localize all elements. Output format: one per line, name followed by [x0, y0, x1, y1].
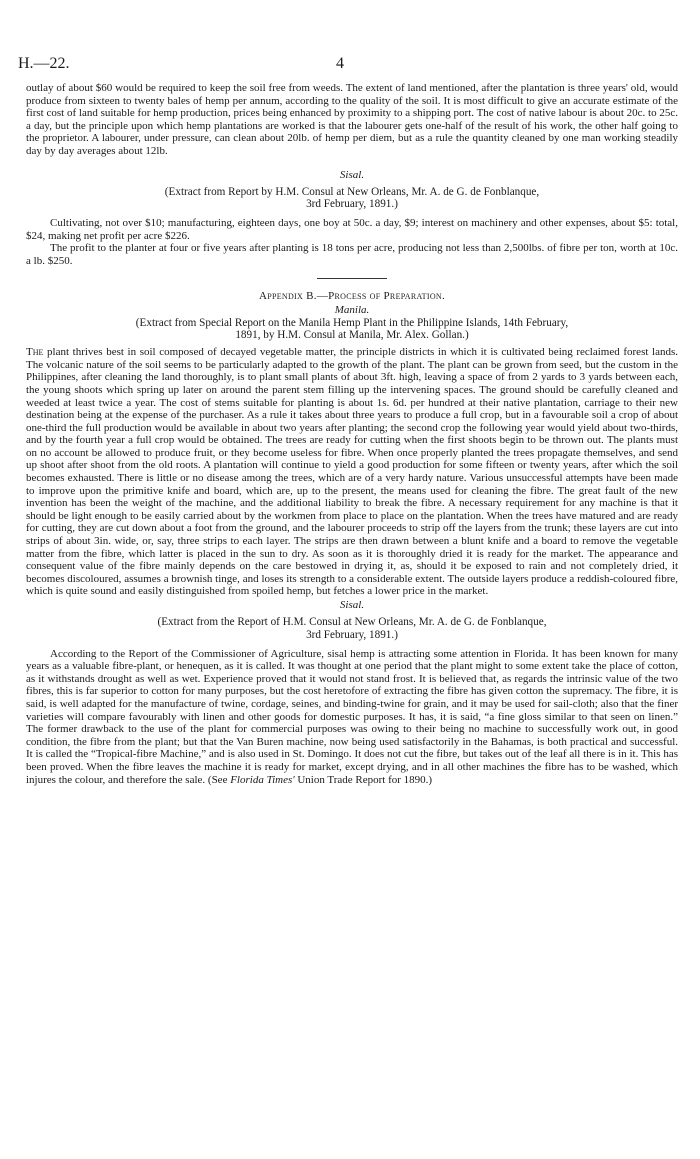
page-header [0, 55, 700, 75]
sisal-profit-paragraph: The profit to the planter at four or five years after planting is 18 tons per acre, producing not less than 2,500lbs. of fibre per ton, worth at 10c. a lb. $250. [26, 242, 678, 267]
sisal-extract-2-line1: (Extract from the Report of H.M. Consul at New Orleans, Mr. A. de G. de Fonblanque, [157, 616, 547, 628]
sisal-extract-2-line2: 3rd February, 1891.) [306, 628, 398, 641]
florida-times-citation: Florida Times' [230, 773, 295, 786]
manila-extract [26, 317, 678, 343]
manila-extract-line1: (Extract from Special Report on the Manila Hemp Plant in the Philippine Islands, 14th February, [135, 316, 569, 329]
sisal-extract-1-line1: (Extract from Report by H.M. Consul at New Orleans, Mr. A. de G. de Fonblanque, [164, 185, 540, 198]
appendix-title: Appendix B.—Process of Preparation. [258, 289, 446, 302]
intro-paragraph: outlay of about $60 would be required to keep the soil free from weeds. The extent of land mentioned, after the plantation is three years' old, would produce from sixteen to twenty bales of hemp per annum, according to the quality of the soil. It is most difficult to give an accurate estimate of the first cost of land suitable for hemp production, prices being enhanced by proximity to a shipping port. The cost of native labour is about 20c. to 25c. a day, but the principle upon which hemp plantations are worked is that the labourer gets one-half of the result of his work, the other half going to the proprietor. A labourer, under pressure, can clean about 20lb. of hemp per diem, but as a rule the quantity cleaned by one man working steadily day by day averages about 12lb. [26, 82, 678, 157]
sisal-extract-2 [36, 616, 668, 642]
sisal-extract-1 [36, 186, 668, 212]
manila-process-paragraph [26, 346, 678, 598]
manila-extract-line2: 1891, by H.M. Consul at Manila, Mr. Alex. Gollan.) [235, 329, 469, 342]
sisal-heading-2: Sisal. [339, 599, 365, 611]
florida-sisal-paragraph [26, 648, 678, 787]
florida-sisal-body: According to the Report of the Commissioner of Agriculture, sisal hemp is attracting some attention in Florida. It has been known for many years as a valuable fibre-plant, or henequen, as it is called. It was thought at one period that the plant might to some extent take the place of cotton, as it withstands drought as well as wet. Experience proved that it would not stand frost. It is believed that, as regards the intrinsic value of the two fibres, this is far superior to cotton for many purposes, but the cost heretofore of extracting the fibre has given cotton the supremacy. The fibre, it is said, is well adapted for the manufacture of twine, cordage, seines, and binding-twine for grain, and it may be used for sail-cloth; also that the finer varieties will compare favourably with linen and other goods for domestic purposes. It has, it is said, “a fine gloss similar to that seen on linen.” The former drawback to the use of the plant for commercial purposes was owing to their being no machine to successfully work out, in good condition, the fibre from the plant; but that the Van Buren machine, now being used satisfactorily in the Bahamas, is both practical and successful. It is called the “Tropical-fibre Machine,” and is also used in St. Domingo. It does not cut the fibre, but takes out of the leaf all there is in it. This has been proved. When the fibre leaves the machine it is ready for market, except drying, and in all other machines the fibre has to be washed, which injures the colour, and therefore the sale. (See [26, 647, 678, 786]
document-reference: H.—22. [18, 55, 70, 72]
sisal-heading-1: Sisal. [339, 168, 365, 181]
sisal-costs-paragraph: Cultivating, not over $10; manufacturing, eighteen days, one boy at 50c. a day, $9; interest on machinery and other expenses, about $5: total, $24, making net profit per acre $226. [26, 217, 678, 242]
manila-heading: Manila. [334, 303, 370, 316]
florida-sisal-tail: Union Trade Report for 1890.) [297, 773, 433, 786]
page-number: 4 [336, 55, 344, 72]
sisal-extract-1-line2: 3rd February, 1891.) [306, 198, 398, 211]
page-body [26, 82, 678, 786]
manila-process-body: plant thrives best in soil composed of decayed vegetable matter, the principle districts in which it is cultivated being reclaimed forest lands. The volcanic nature of the soil seems to be particularly adapted to the growth of the plant. The plant can be grown from seed, but the custom in the Philippines, after cleaning the land thoroughly, is to plant small plants of about 3ft. high, leaving a space of from 2 yards to 3 yards between each, the young shoots which spring up later on around the parent stem filling up the intervening spaces. The ground should be carefully cleaned and weeded at least twice a year. The cost of stems suitable for planting is about 1s. 6d. per hundred at their native plantation, carriage to their new destination being at the expense of the purchaser. As a rule it takes about three years to produce a full crop, but in a favourable soil a crop of about one-third the full production would be available in about two years after planting; the second crop the following year would yield about two-thirds, and by the fourth year a full crop would be obtained. The trees are ready for cutting when the first shoots begin to be thrown out. The plants must on no account be allowed to produce fruit, or they become useless for fibre. When once properly planted the trees propagate themselves, and send up shoot after shoot from the old roots. A plantation will continue to yield a good production for some fifteen or twenty years, after which the soil becomes exhausted. There is little or no disease among the trees, which are of a very hardy nature. Various unsuccessful attempts have been made to improve upon the primitive knife and board, which are, up to the present, the means used for cleaning the fibre. The great fault of the new invention has been the weight of the machine, and the additional liability to break the fibre. A necessary requirement for any machine is that it should be light enough to be easily carried about by the workmen from place to place on the plantation. When the trees have matured and are ready for cutting, they are cut down about a foot from the ground, and the labourer proceeds to strip off the layers from the trunk; these layers are cut into strips of about 3in. wide, or, say, three strips to each layer. The strips are then drawn between a blunt knife and a board to remove the vegetable matter from the fibre, which latter is placed in the sun to dry. As soon as it is thoroughly dried it is ready for the market. The appearance and consequent value of the fibre mainly depends on the care bestowed in drying it, as, should it be exposed to rain and not completely dried, it becomes discoloured, assumes a brownish tinge, and loses its strength to a considerable extent. The outside layers produce a reddish-coloured fibre, which is quite sound and easily distinguished from spoiled hemp, but fetches a lower price in the market. [26, 346, 678, 598]
drop-word: The [26, 346, 44, 359]
